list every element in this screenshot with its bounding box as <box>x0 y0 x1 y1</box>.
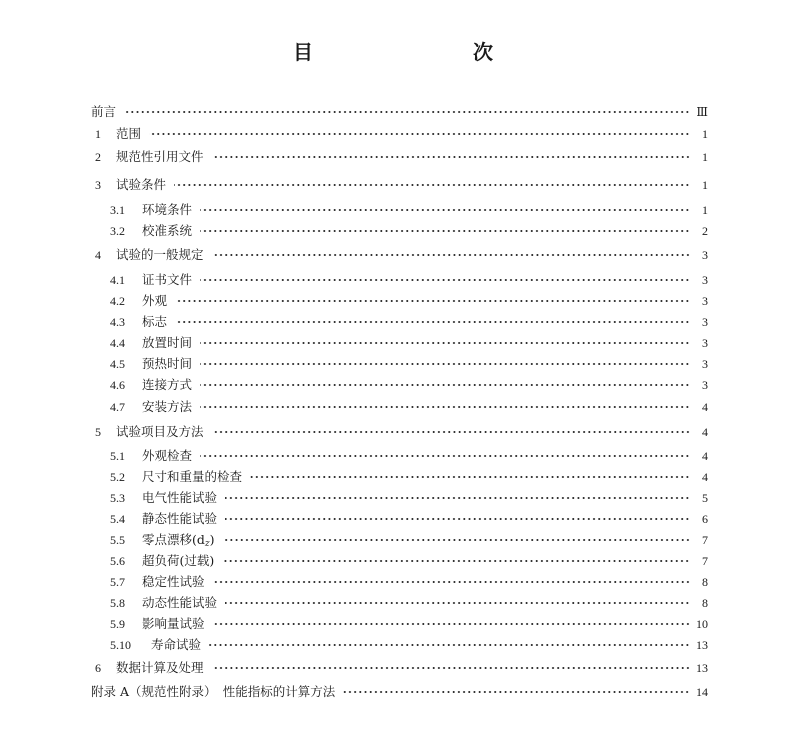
toc-entry-title: 试验的一般规定 <box>116 247 204 262</box>
subscript: z <box>204 539 210 549</box>
toc-entry-page: 1 <box>702 178 708 192</box>
dot-leader <box>212 665 690 671</box>
dot-leader <box>223 537 690 543</box>
toc-entry-title: 试验项目及方法 <box>116 424 204 439</box>
toc-entry[interactable] <box>0 594 786 612</box>
toc-entry[interactable] <box>0 222 786 240</box>
toc-entry-title: 附录 A（规范性附录） 性能指标的计算方法 <box>91 684 336 699</box>
toc-entry-number: 5.9 <box>110 617 125 631</box>
dot-leader <box>250 474 690 480</box>
toc-entry[interactable] <box>0 510 786 528</box>
toc-entry-page: 3 <box>702 273 708 287</box>
toc-entry-number: 4.4 <box>110 336 125 350</box>
toc-entry[interactable] <box>0 468 786 486</box>
toc-entry-title: 校准系统 <box>142 223 193 238</box>
toc-entry-page: 1 <box>702 150 708 164</box>
toc-entry-number: 4.5 <box>110 357 125 371</box>
dot-leader <box>200 277 690 283</box>
toc-entry[interactable] <box>0 148 786 166</box>
toc-entry-page: 8 <box>702 596 708 610</box>
toc-entry-title: 证书文件 <box>142 272 193 287</box>
toc-entry[interactable] <box>0 246 786 264</box>
dot-leader <box>213 579 690 585</box>
toc-entry-title: 电气性能试验 <box>142 490 218 505</box>
toc-entry[interactable] <box>0 489 786 507</box>
toc-entry-number: 5.8 <box>110 596 125 610</box>
dot-leader <box>200 453 690 459</box>
toc-entry-page: 13 <box>696 661 708 675</box>
dot-leader <box>200 228 690 234</box>
toc-entry[interactable] <box>0 313 786 331</box>
toc-entry-page: 2 <box>702 224 708 238</box>
toc-entry-number: 5.4 <box>110 512 125 526</box>
toc-entry-number: 5.6 <box>110 554 125 568</box>
toc-entry-number: 5.2 <box>110 470 125 484</box>
toc-entry-number: 4 <box>95 248 101 262</box>
toc-entry-title: 寿命试验 <box>151 637 202 652</box>
toc-entry-page: 3 <box>702 357 708 371</box>
toc-entry[interactable] <box>0 447 786 465</box>
dot-leader <box>225 495 690 501</box>
toc-entry-title: 安装方法 <box>142 399 193 414</box>
dot-leader <box>200 340 690 346</box>
toc-entry-number: 5.3 <box>110 491 125 505</box>
toc-entry-page: 8 <box>702 575 708 589</box>
toc-entry[interactable] <box>0 423 786 441</box>
toc-entry[interactable] <box>0 398 786 416</box>
dot-leader <box>124 109 690 115</box>
toc-entry-number: 4.1 <box>110 273 125 287</box>
dot-leader <box>213 621 690 627</box>
dot-leader <box>212 252 690 258</box>
toc-entry-title: 尺寸和重量的检查 <box>142 469 243 484</box>
toc-entry-title: 外观 <box>142 293 168 308</box>
dot-leader <box>200 361 690 367</box>
dot-leader <box>225 516 690 522</box>
dot-leader <box>212 154 690 160</box>
toc-entry-number: 4.6 <box>110 378 125 392</box>
toc-entry[interactable] <box>0 531 786 549</box>
toc-entry-page: 13 <box>696 638 708 652</box>
toc-entry-title: 数据计算及处理 <box>116 660 204 675</box>
toc-entry-page: 3 <box>702 248 708 262</box>
toc-entry-number: 5 <box>95 425 101 439</box>
toc-entry-page: 4 <box>702 449 708 463</box>
toc-entry[interactable] <box>0 683 786 701</box>
toc-entry-title: 环境条件 <box>142 202 193 217</box>
toc-entry-title: 前言 <box>91 104 117 119</box>
toc-entry-number: 4.7 <box>110 400 125 414</box>
toc-entry-page: 1 <box>702 203 708 217</box>
toc-entry-page: 7 <box>702 533 708 547</box>
dot-leader <box>212 429 690 435</box>
toc-entry-page: 7 <box>702 554 708 568</box>
toc-entry-page: 3 <box>702 294 708 308</box>
toc-entry[interactable] <box>0 292 786 310</box>
toc-entry[interactable] <box>0 125 786 143</box>
toc-entry[interactable] <box>0 334 786 352</box>
toc-entry[interactable] <box>0 271 786 289</box>
toc-entry-title: 影响量试验 <box>142 616 205 631</box>
dot-leader <box>200 207 690 213</box>
dot-leader <box>343 689 690 695</box>
toc-entry-title: 放置时间 <box>142 335 193 350</box>
toc-entry[interactable] <box>0 201 786 219</box>
toc-entry[interactable] <box>0 355 786 373</box>
toc-entry[interactable] <box>0 376 786 394</box>
toc-entry-title: 静态性能试验 <box>142 511 218 526</box>
toc-entry-page: 14 <box>696 685 708 699</box>
toc-entry[interactable] <box>0 176 786 194</box>
toc-entry-page: 4 <box>702 400 708 414</box>
toc-entry-page: 3 <box>702 315 708 329</box>
toc-entry-title: 零点漂移$(d_z)$ <box>142 532 215 549</box>
toc-entry-page: 3 <box>702 378 708 392</box>
toc-entry[interactable] <box>0 615 786 633</box>
toc-entry-title: 规范性引用文件 <box>116 149 204 164</box>
dot-leader <box>209 642 690 648</box>
dot-leader <box>175 319 690 325</box>
toc-entry-page: 6 <box>702 512 708 526</box>
toc-entry-page: 3 <box>702 336 708 350</box>
toc-entry[interactable] <box>0 659 786 677</box>
toc-entry[interactable] <box>0 573 786 591</box>
page-title: 目 次 <box>293 40 533 64</box>
toc-entry-title: 连接方式 <box>142 377 193 392</box>
toc-entry[interactable] <box>0 103 786 121</box>
toc-entry-number: 4.2 <box>110 294 125 308</box>
toc-entry-number: 3.2 <box>110 224 125 238</box>
toc-entry-title: 试验条件 <box>116 177 167 192</box>
toc-entry-number: 5.7 <box>110 575 125 589</box>
toc-entry-page: 5 <box>702 491 708 505</box>
toc-entry-title: 超负荷(过载) <box>142 553 215 568</box>
dot-leader <box>200 404 690 410</box>
toc-entry-number: 2 <box>95 150 101 164</box>
toc-entry-number: 3 <box>95 178 101 192</box>
toc-entry[interactable] <box>0 636 786 654</box>
toc-entry-number: 3.1 <box>110 203 125 217</box>
dot-leader <box>175 298 690 304</box>
toc-entry-page: 10 <box>696 617 708 631</box>
toc-entry-page: 4 <box>702 470 708 484</box>
toc-entry-number: 1 <box>95 127 101 141</box>
toc-entry-page: 1 <box>702 127 708 141</box>
toc-entry-title: 外观检查 <box>142 448 193 463</box>
toc-entry-title: 动态性能试验 <box>142 595 218 610</box>
dot-leader <box>174 182 690 188</box>
toc-entry[interactable] <box>0 552 786 570</box>
toc-entry-number: 4.3 <box>110 315 125 329</box>
dot-leader <box>222 558 690 564</box>
toc-entry-number: 5.1 <box>110 449 125 463</box>
toc-entry-title: 范围 <box>116 126 142 141</box>
dot-leader <box>149 131 690 137</box>
toc-entry-title: 标志 <box>142 314 168 329</box>
toc-entry-page: 4 <box>702 425 708 439</box>
toc-entry-number: 5.10 <box>110 638 131 652</box>
toc-entry-number: 6 <box>95 661 101 675</box>
toc-entry-page: Ⅲ <box>696 105 708 119</box>
toc-entry-number: 5.5 <box>110 533 125 547</box>
toc-entry-title: 预热时间 <box>142 356 193 371</box>
dot-leader <box>200 382 690 388</box>
dot-leader <box>225 600 690 606</box>
toc-entry-title: 稳定性试验 <box>142 574 205 589</box>
